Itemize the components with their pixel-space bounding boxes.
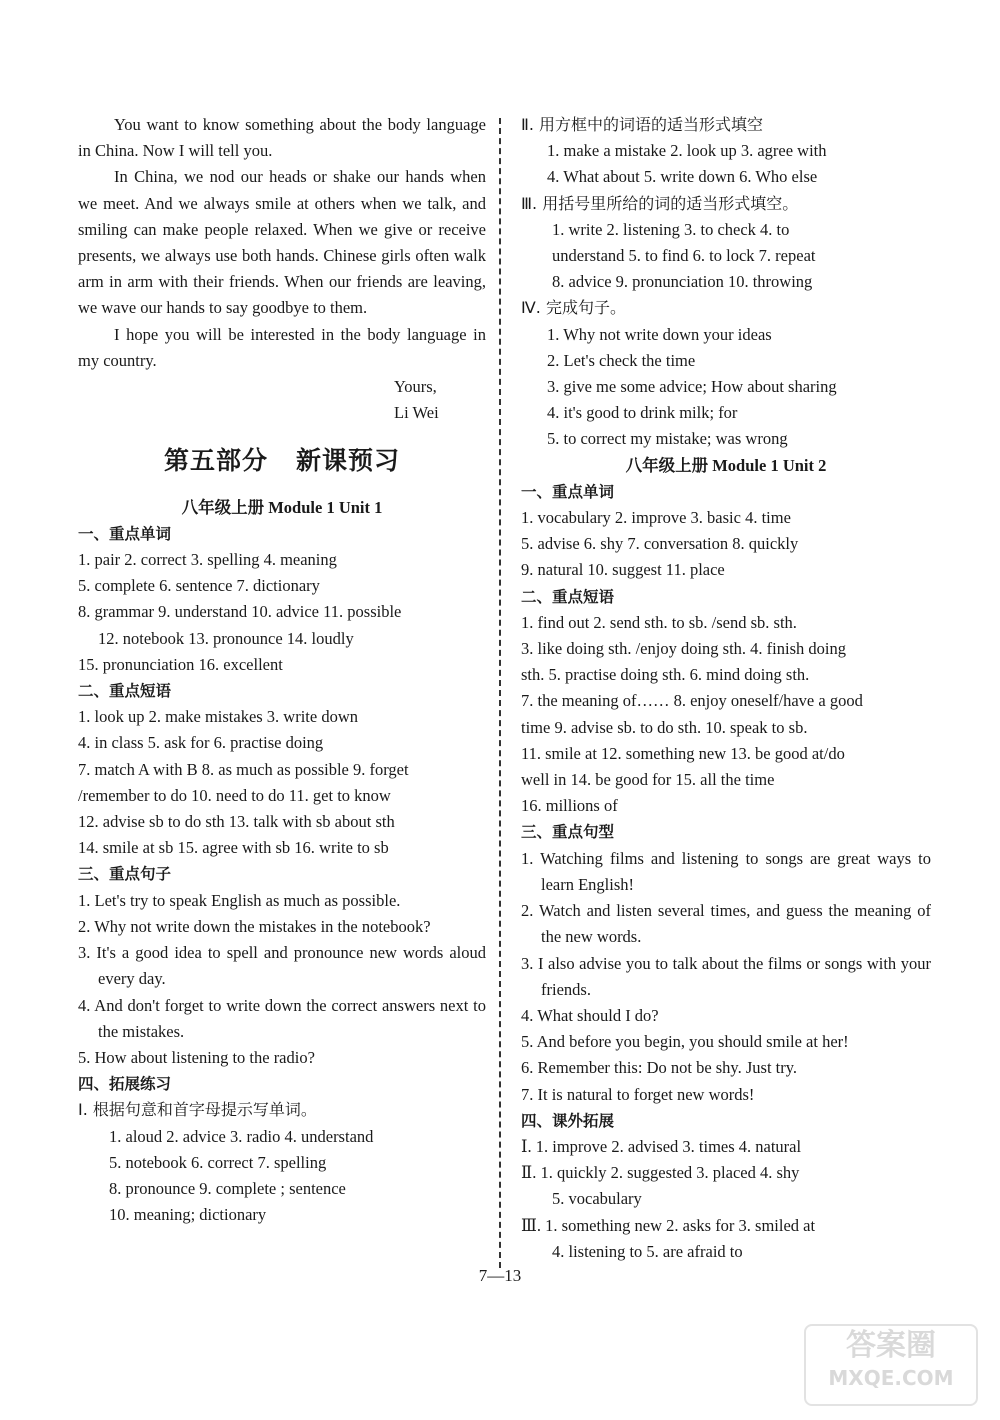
letter-paragraph: You want to know something about the body language in China. Now I will tell you. xyxy=(78,115,486,161)
sentence-item: 1. Watching films and listening to songs are great ways to learn English! xyxy=(521,848,931,894)
answer-line: 4. it's good to drink milk; for xyxy=(547,403,738,423)
exercise-heading: Ⅲ. 用括号里所给的词的适当形式填空。 xyxy=(521,193,799,213)
exercise-heading: Ⅰ. 根据句意和首字母提示写单词。 xyxy=(78,1100,317,1120)
answer-line: 8. advice 9. pronunciation 10. throwing xyxy=(552,272,813,292)
sentence-item: 7. It is natural to forget new words! xyxy=(521,1084,755,1104)
section-heading: 三、重点句型 xyxy=(521,823,615,842)
section-heading: 四、课外拓展 xyxy=(521,1111,615,1130)
sentence-item: 2. Why not write down the mistakes in the notebook? xyxy=(78,916,431,936)
sentence-item: 6. Remember this: Do not be shy. Just try. xyxy=(521,1058,798,1078)
left-column xyxy=(78,112,486,1228)
sentence-item: 3. It's a good idea to spell and pronounce new words aloud every day. xyxy=(78,943,486,989)
answer-line: 5. advise 6. shy 7. conversation 8. quickly xyxy=(521,534,799,554)
answer-line: Ⅰ. 1. improve 2. advised 3. times 4. natural xyxy=(521,1136,802,1156)
exercise-heading: Ⅱ. 用方框中的词语的适当形式填空 xyxy=(521,115,764,134)
answer-line: 1. pair 2. correct 3. spelling 4. meaning xyxy=(78,550,337,570)
watermark-url: MXQE.COM xyxy=(828,1366,954,1390)
answer-line: 1. Why not write down your ideas xyxy=(547,324,772,344)
exercise-heading: Ⅳ. 完成句子。 xyxy=(521,298,626,318)
answer-line: 1. write 2. listening 3. to check 4. to xyxy=(552,219,790,239)
answer-line: 4. in class 5. ask for 6. practise doing xyxy=(78,733,324,753)
part-title-text: 新课预习 xyxy=(296,446,401,476)
answer-line: Ⅱ. 1. quickly 2. suggested 3. placed 4. shy xyxy=(521,1163,800,1183)
answer-line: 2. Let's check the time xyxy=(547,350,696,370)
answer-line: 5. to correct my mistake; was wrong xyxy=(547,429,788,449)
answer-line: 7. the meaning of…… 8. enjoy oneself/have a good xyxy=(521,691,863,711)
sentence-item: 2. Watch and listen several times, and guess the meaning of the new words. xyxy=(521,901,931,947)
section-heading: 二、重点短语 xyxy=(521,587,615,606)
answer-line: 15. pronunciation 16. excellent xyxy=(78,654,283,674)
answer-line: 7. match A with B 8. as much as possible 9. forget xyxy=(78,759,409,779)
unit-title: 八年级上册 Module 1 Unit 1 xyxy=(181,497,383,517)
answer-line: 11. smile at 12. something new 13. be good at/do xyxy=(521,743,845,763)
sentence-item: 3. I also advise you to talk about the films or songs with your friends. xyxy=(521,953,931,999)
answer-line: 14. smile at sb 15. agree with sb 16. write to sb xyxy=(78,838,389,858)
answer-line: 4. What about 5. write down 6. Who else xyxy=(547,167,818,187)
section-heading: 四、拓展练习 xyxy=(78,1075,172,1094)
sentence-item: 5. And before you begin, you should smile at her! xyxy=(521,1032,849,1052)
letter-paragraph: I hope you will be interested in the body language in my country. xyxy=(78,324,486,370)
unit-title: 八年级上册 Module 1 Unit 2 xyxy=(625,455,827,475)
answer-line: 16. millions of xyxy=(521,796,618,816)
answer-line: 1. find out 2. send sth. to sb. /send sb. sth. xyxy=(521,612,797,632)
answer-line: 3. give me some advice; How about sharing xyxy=(547,377,837,397)
page-number: 7—13 xyxy=(478,1266,522,1285)
watermark-text: 答案圈 xyxy=(846,1328,936,1363)
answer-line: 8. pronounce 9. complete ; sentence xyxy=(109,1178,346,1198)
answer-line: Ⅲ. 1. something new 2. asks for 3. smiled at xyxy=(521,1215,816,1235)
answer-line: 9. natural 10. suggest 11. place xyxy=(521,560,725,580)
answer-line: time 9. advise sb. to do sth. 10. speak to sb. xyxy=(521,717,808,737)
right-column xyxy=(521,112,931,1265)
watermark-logo xyxy=(804,1324,978,1406)
answer-line: 5. notebook 6. correct 7. spelling xyxy=(109,1152,327,1172)
answer-line: 1. aloud 2. advice 3. radio 4. understand xyxy=(109,1126,374,1146)
answer-line: 1. make a mistake 2. look up 3. agree with xyxy=(547,141,827,161)
answer-line: 12. notebook 13. pronounce 14. loudly xyxy=(98,628,354,648)
answer-line: 5. vocabulary xyxy=(552,1189,642,1209)
part-title-number: 第五部分 xyxy=(163,446,268,476)
answer-line: 3. like doing sth. /enjoy doing sth. 4. finish doing xyxy=(521,639,846,659)
answer-line: 1. look up 2. make mistakes 3. write down xyxy=(78,707,359,727)
sentence-item: 4. And don't forget to write down the correct answers next to the mistakes. xyxy=(78,995,486,1041)
answer-line: 8. grammar 9. understand 10. advice 11. possible xyxy=(78,602,402,622)
answer-line: 4. listening to 5. are afraid to xyxy=(552,1241,743,1261)
letter-signature: Li Wei xyxy=(394,403,439,423)
answer-line: 12. advise sb to do sth 13. talk with sb about sth xyxy=(78,812,395,832)
section-heading: 二、重点短语 xyxy=(78,682,172,701)
answer-line: sth. 5. practise doing sth. 6. mind doing sth. xyxy=(521,665,810,685)
section-heading: 一、重点单词 xyxy=(521,482,615,501)
column-divider xyxy=(499,118,501,1268)
answer-line: 10. meaning; dictionary xyxy=(109,1205,267,1225)
letter-paragraph: In China, we nod our heads or shake our hands when we meet. And we always smile at others when we talk, and smiling can make people relaxed. When we give or receive presents, we always use both hands. Chinese girls often walk arm in arm with their friends. When our friends are leaving, we wave our hands to say goodbye to them. xyxy=(78,167,486,318)
part-title xyxy=(78,448,486,474)
sentence-item: 4. What should I do? xyxy=(521,1005,659,1025)
section-heading: 三、重点句子 xyxy=(78,865,172,884)
answer-line: well in 14. be good for 15. all the time xyxy=(521,770,775,790)
sentence-item: 1. Let's try to speak English as much as possible. xyxy=(78,890,401,910)
answer-line: understand 5. to find 6. to lock 7. repeat xyxy=(552,246,816,266)
section-heading: 一、重点单词 xyxy=(78,524,172,543)
answer-line: 5. complete 6. sentence 7. dictionary xyxy=(78,576,320,596)
sentence-item: 5. How about listening to the radio? xyxy=(78,1047,315,1067)
answer-line: /remember to do 10. need to do 11. get to know xyxy=(78,785,391,805)
letter-closing: Yours, xyxy=(394,377,437,397)
answer-line: 1. vocabulary 2. improve 3. basic 4. time xyxy=(521,508,791,528)
